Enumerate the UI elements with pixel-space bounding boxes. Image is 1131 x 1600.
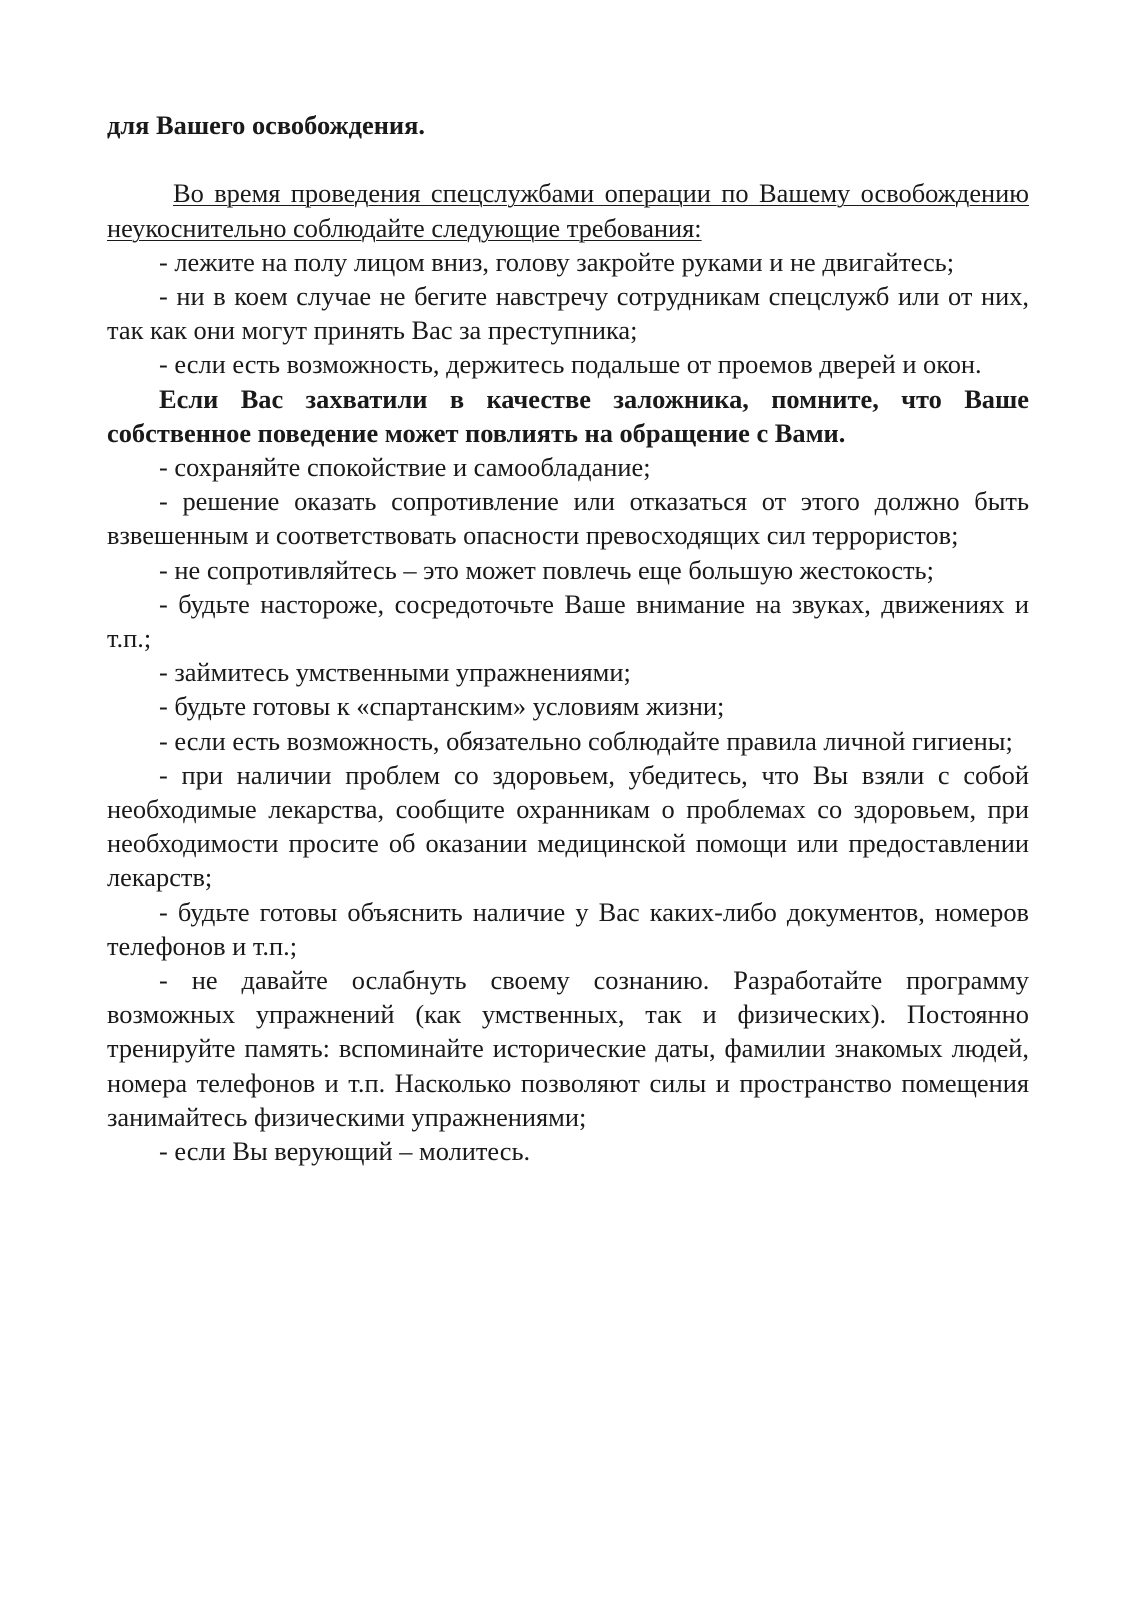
hostage-rule-documents: - будьте готовы объяснить наличие у Вас каких-либо документов, номеров телефонов и т.п.;: [107, 896, 1029, 961]
hostage-rule-mental-exercises: - займитесь умственными упражнениями;: [159, 657, 631, 688]
operation-rule-do-not-run: - ни в коем случае не бегите навстречу сотрудникам спецслужб или от них, так как они могут принять Вас за преступника;: [107, 281, 1029, 346]
hostage-rule-health: - при наличии проблем со здоровьем, убедитесь, что Вы взяли с собой необходимые лекарства, сообщите охранникам о проблемах со здоровьем, при необходимости просите об оказании медицинской помощи или предоставлении лекарств;: [107, 759, 1029, 893]
operation-rule-lie-down: - лежите на полу лицом вниз, голову закройте руками и не двигайтесь;: [159, 246, 955, 277]
hostage-rule-calm: - сохраняйте спокойствие и самообладание;: [159, 452, 651, 483]
hostage-rule-mind-training: - не давайте ослабнуть своему сознанию. Разработайте программу возможных упражнений (как умственных, так и физических). Постоянно тренируйте память: вспоминайте исторические даты, фамилии знакомых людей, номера телефонов и т.п. Насколько позволяют силы и пространство помещения занимайтесь физическими упражнениями;: [107, 965, 1029, 1132]
hostage-rule-pray: - если Вы верующий – молитесь.: [159, 1136, 531, 1167]
hostage-heading: Если Вас захватили в качестве заложника, помните, что Ваше собственное поведение может повлиять на обращение с Вами.: [107, 383, 1029, 448]
lead-line: для Вашего освобождения.: [107, 110, 425, 140]
operation-rule-stay-away: - если есть возможность, держитесь подальше от проемов дверей и окон.: [159, 349, 982, 380]
hostage-rule-resistance-decision: - решение оказать сопротивление или отказаться от этого должно быть взвешенным и соответствовать опасности превосходящих сил террористов;: [107, 486, 1029, 551]
hostage-rule-stay-alert: - будьте настороже, сосредоточьте Ваше внимание на звуках, движениях и т.п.;: [107, 588, 1029, 654]
operation-intro: Во время проведения спецслужбами операции по Вашему освобождению неукоснительно соблюдайте следующие требования:: [107, 178, 1029, 243]
paragraph-gap: [107, 142, 1029, 176]
hostage-rule-do-not-resist: - не сопротивляйтесь – это может повлечь еще большую жестокость;: [159, 554, 934, 585]
document-page: [107, 108, 1029, 1168]
hostage-rule-spartan-conditions: - будьте готовы к «спартанским» условиям жизни;: [159, 691, 725, 722]
hostage-rule-hygiene: - если есть возможность, обязательно соблюдайте правила личной гигиены;: [159, 725, 1013, 756]
